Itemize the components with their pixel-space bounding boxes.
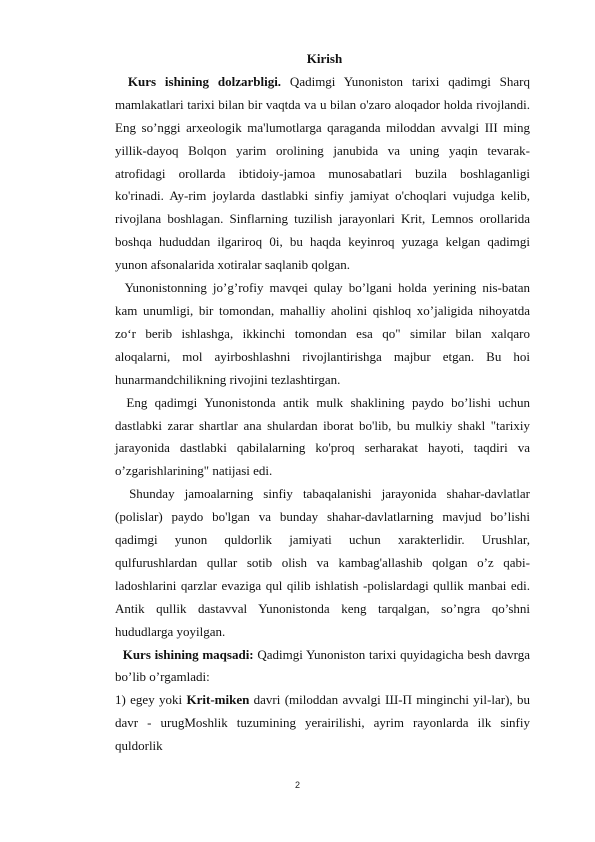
paragraph-text: Qadimgi Yunoniston tarixi quyidagicha besh davrga bo’lib o’rgamladi:	[115, 646, 530, 685]
list-item-prefix: 1) egey yoki	[115, 692, 187, 708]
page-title: Kirish	[306, 51, 343, 66]
paragraph-lead: Kurs ishining dolzarbligi.	[127, 73, 282, 89]
page-number: 2	[294, 780, 300, 790]
paragraph-goal	[115, 644, 530, 690]
list-item	[115, 689, 530, 758]
paragraph-text: Eng qadimgi Yunonistonda antik mulk shaklining paydo bo’lishi uchun dastlabki zarar shartlar ana shulardan iborat bo'lib, bu mulkiy shakl "tarixiy jarayonida dastlabki qabilalarning ko'proq serharakat hayoti, taqdiri va o’zgarishlarining" natijasi edi.	[115, 394, 531, 479]
paragraph-antique-property	[115, 392, 530, 484]
paragraph-text: Qadimgi Yunoniston tarixi qadimgi Sharq mamlakatlari tarixi bilan bir vaqtda va u bilan o'zaro aloqador holda rivojlandi. Eng so’nggi arxeologik ma'lumotlarga qaraganda miloddan avvalgi III ming yillik-dayoq Bolqon yarim orolining janubida va uning yaqin tevarak- atrofidagi orollarda ibtidoiy-jamoa munosabatlari buzila boshlaganligi ko'rinadi. Ay-rim joylarda dastlabki sinfiy jamiyat o'choqlari vujudga kelib, rivojlana boshlagan. Sinflarning tuzilish jarayonlari Krit, Lemnos orollarida boshqa hududdan ilgariroq 0i, bu haqda keyinroq yuzaga kelgan qadimgi yunon afsonalarida xotiralar saqlanib qolgan.	[115, 73, 530, 273]
paragraph-relevance	[115, 71, 530, 277]
document-page	[115, 48, 530, 758]
paragraph-text: Yunonistonning jo’g’rofiy mavqei qulay bo’lgani holda yerining nis-batan kam unumligi, bir tomondan, mahalliy aholini qishloq xo’jaligida nihoyatda zo‘r berib ishlashga, ikkinchi tomondan esa qo" similar bilan xalqaro aloqalarni, mol ayirboshlashni rivojlantirishga majbur etgan. Bu hoi hunarmandchilikning rivojini tezlashtirgan.	[115, 280, 530, 387]
list-item-bold: Krit-miken	[186, 692, 250, 708]
list-item-text: davri (miloddan avvalgi Ш-П minginchi yil-lar), bu davr - urugMoshlik tuzumining yerairilishi, ayrim rayonlarda ilk sinfiy quldorlik	[115, 692, 530, 754]
paragraph-text: Shunday jamoalarning sinfiy tabaqalanishi jarayonida shahar-davlatlar (polislar) paydo bo'lgan va bunday shahar-davlatlarning mavjud bo’lishi qadimgi yunon quldorlik jamiyati uchun xarakterlidir. Urushlar, qulfurushlardan qullar sotib olish va kambag'allashib qolgan o’z qabi-ladoshlarini qarzlar evaziga qul qilib ishlatish -polislardagi qullik manbai edi. Antik qullik dastavval Yunonistonda keng tarqalgan, so’ngra qo’shni hududlarga yoyilgan.	[115, 486, 530, 639]
paragraph-city-states	[115, 483, 530, 643]
paragraph-lead: Kurs ishining maqsadi:	[122, 646, 254, 662]
paragraph-geography	[115, 277, 530, 392]
